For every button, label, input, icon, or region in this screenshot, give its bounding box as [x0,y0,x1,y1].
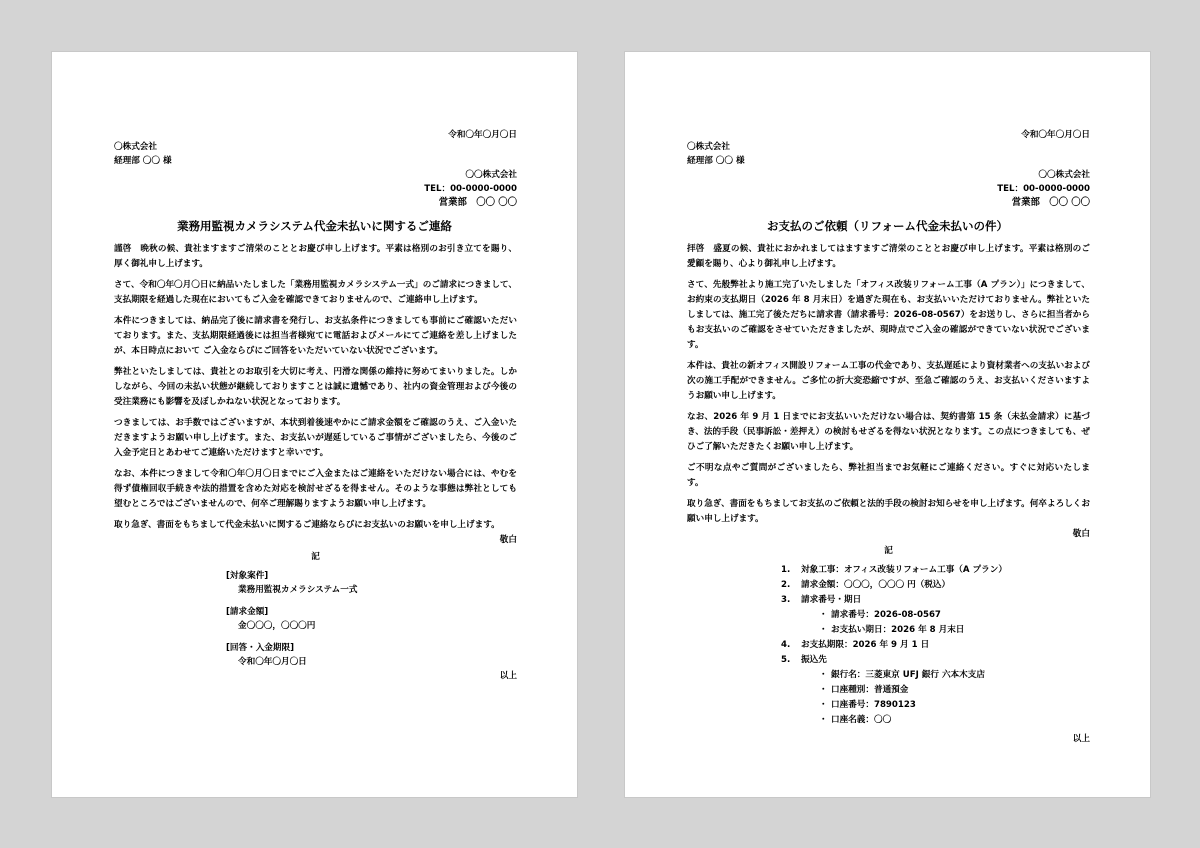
recipient-block [687,140,745,168]
sub-list-item [819,623,1090,638]
closing-keihaku: 敬白 [1072,529,1090,539]
list-item [781,653,1090,728]
sub-list-item [819,608,1090,623]
list-text: 請求番号・期日 [801,595,862,605]
body-paragraph: 謹啓 晩秋の候、貴社ますますご清栄のこととお慶び申し上げます。平素は格別のお引き立てを賜り、厚く御礼申し上げます。 [114,244,517,269]
body-paragraph: 本件は、貴社の新オフィス開設リフォーム工事の代金であり、支払遅延により資材業者への支払いおよび次の施工手配ができません。ご多忙の折大変恐縮ですが、至急ご確認のうえ、お支払いくださいますようお願い申し上げます。 [687,361,1090,401]
sub-list-item [819,668,1090,683]
bullet-icon: ・ [819,700,828,710]
list-item [781,563,1090,578]
recipient-company: 〇株式会社 [114,142,157,152]
closing-keihaku: 敬白 [499,535,517,545]
ki-heading: 記 [311,552,320,562]
bullet-icon: ・ [819,610,828,620]
sub-list-item [819,713,1090,728]
list-number: 3. [781,595,791,605]
letter-body [687,242,1090,746]
bullet-icon: ・ [819,685,828,695]
body-paragraph: 取り急ぎ、書面をもちまして代金未払いに関するご連絡ならびにお支払いのお願いを申し上げます。 [114,520,500,530]
sub-list-text: お支払い期日：2026 年 8 月末日 [831,625,965,635]
letter-body [114,242,517,683]
sender-company: 〇〇株式会社 [465,170,517,180]
ijo-end-mark: 以上 [499,671,517,681]
letter-title: 業務用監視カメラシステム代金未払いに関するご連絡 [177,219,452,233]
item-label: [請求金額] [226,607,269,617]
item-value: 金〇〇〇，〇〇〇円 [238,621,316,631]
sender-tel: TEL：00-0000-0000 [997,184,1090,194]
recipient-person: 経理部 〇〇 様 [114,156,172,166]
body-paragraph: つきましては、お手数ではございますが、本状到着後速やかにご請求金額をご確認のうえ、ご入金いただきますようお願い申し上げます。また、お支払いが遅延しているご事情がございましたら、今後のご入金予定日とあわせてご連絡いただけますと幸いです。 [114,418,517,458]
body-paragraph: ご不明な点やご質問がございましたら、弊社担当までお気軽にご連絡ください。すぐに対応いたします。 [687,463,1090,488]
recipient-company: 〇株式会社 [687,142,730,152]
body-paragraph: さて、先般弊社より施工完了いたしました「オフィス改装リフォーム工事（A プラン）」につきまして、お約束の支払期日（2026 年 8 月末日）を過ぎた現在も、お支払いいただけておりません。弊社といたしましては、施工完了後ただちに請求書（請求番号：2026-08-0567）をお送りし、さらに担当者からもお支払いのご確認をさせていただきましたが、現時点でご入金の確認ができていない状況でございます。 [687,280,1090,350]
sub-list-item [819,683,1090,698]
list-number: 5. [781,655,791,665]
sub-list [781,668,1090,728]
item-label: [回答・入金期限] [226,643,295,653]
body-paragraph: なお、本件につきまして令和〇年〇月〇日までにご入金またはご連絡をいただけない場合には、やむを得ず債権回収手続きや法的措置を含めた対応を検討せざるを得ません。そのような事態は弊社としても望むところではございませんので、何卒ご理解賜りますようお願い申し上げます。 [114,469,517,509]
document-page-2 [625,52,1150,797]
sub-list-item [819,698,1090,713]
list-item [781,593,1090,638]
ijo-end-mark: 以上 [1072,734,1090,744]
sender-department: 営業部 〇〇 〇〇 [1011,197,1090,208]
body-paragraph: 本件につきましては、納品完了後に請求書を発行し、お支払条件につきましても事前にご確認いただいております。また、支払期限経過後には担当者様宛てに電話およびメールにてご連絡を差し上げましたが、本日時点において ご入金ならびにご回答をいただいていない状況でございます。 [114,316,517,356]
list-number: 1. [781,565,791,575]
sub-list-text: 請求番号：2026-08-0567 [831,610,941,620]
sender-company: 〇〇株式会社 [1038,170,1090,180]
body-paragraph: 弊社といたしましては、貴社とのお取引を大切に考え、円滑な関係の維持に努めてまいりました。しかしながら、今回の未払い状態が継続しておりますことは誠に遺憾であり、社内の資金管理および今後の受注業務にも影響を及ぼしかねない状況となっております。 [114,367,517,407]
body-paragraph: さて、令和〇年〇月〇日に納品いたしました「業務用監視カメラシステム一式」のご請求につきまして、支払期限を経過した現在においてもご入金を確認できておりませんので、ご連絡申し上げます。 [114,280,517,305]
sub-list [781,608,1090,638]
sender-block [424,168,517,210]
recipient-person: 経理部 〇〇 様 [687,156,745,166]
list-item [781,638,1090,653]
list-number: 4. [781,640,791,650]
item-value: 令和〇年〇月〇日 [238,657,307,667]
body-paragraph: 取り急ぎ、書面をもちましてお支払のご依頼と法的手段の検討お知らせを申し上げます。何卒よろしくお願い申し上げます。 [687,499,1090,524]
list-text: 対象工事：オフィス改装リフォーム工事（A プラン） [801,565,1007,575]
bullet-icon: ・ [819,670,828,680]
body-paragraph: 拝啓 盛夏の候、貴社におかれましてはますますご清栄のこととお慶び申し上げます。平素は格別のご愛顧を賜り、心より御礼申し上げます。 [687,244,1090,269]
sender-department: 営業部 〇〇 〇〇 [438,197,517,208]
sub-list-text: 口座番号：7890123 [831,700,916,710]
sender-block [997,168,1090,210]
bullet-icon: ・ [819,715,828,725]
list-item [781,578,1090,593]
letter-date: 令和〇年〇月〇日 [1021,130,1090,140]
ki-heading: 記 [884,546,893,556]
sub-list-text: 口座名義：〇〇 [831,715,892,725]
list-text: 振込先 [801,655,827,665]
item-value: 業務用監視カメラシステム一式 [238,585,358,595]
document-page-1 [52,52,577,797]
recipient-block [114,140,172,168]
detail-list [687,563,1090,728]
item-label: [対象案件] [226,571,269,581]
list-text: 請求金額：〇〇〇，〇〇〇 円（税込） [801,580,951,590]
bullet-icon: ・ [819,625,828,635]
sub-list-text: 銀行名：三菱東京 UFJ 銀行 六本木支店 [831,670,985,680]
detail-items [226,569,517,669]
list-text: お支払期限：2026 年 9 月 1 日 [801,640,930,650]
list-number: 2. [781,580,791,590]
sender-tel: TEL：00-0000-0000 [424,184,517,194]
sub-list-text: 口座種別：普通預金 [831,685,909,695]
letter-title: お支払のご依頼（リフォーム代金未払いの件） [767,219,1008,233]
letter-date: 令和〇年〇月〇日 [448,130,517,140]
body-paragraph: なお、2026 年 9 月 1 日までにお支払いいただけない場合は、契約書第 15 条（未払金請求）に基づき、法的手段（民事訴訟・差押え）の検討もせざるを得ない状況となります。この点につきましても、ぜひご了解いただきたくお願い申し上げます。 [687,412,1090,452]
